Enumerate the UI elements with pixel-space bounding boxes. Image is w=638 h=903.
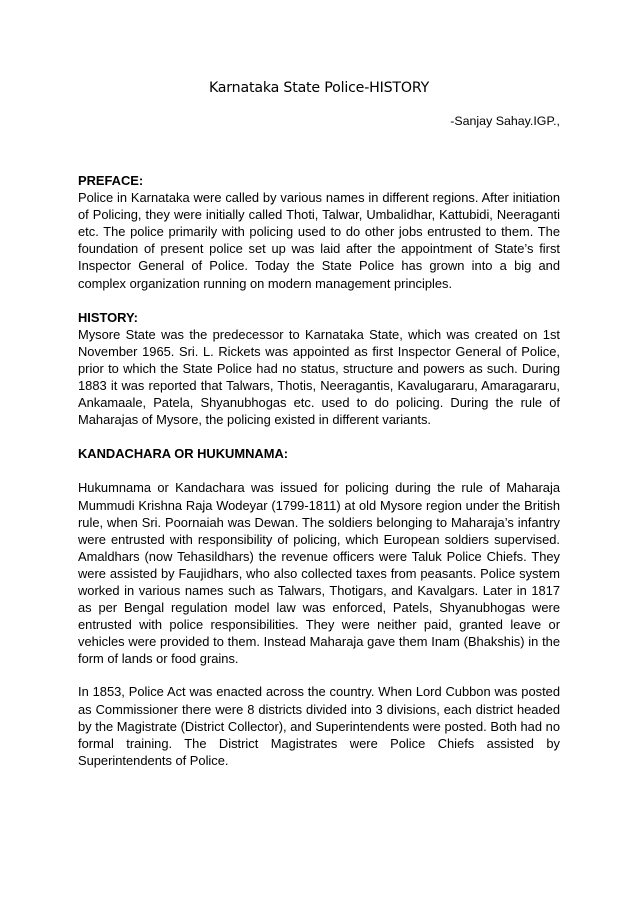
- author-line: -Sanjay Sahay.IGP.,: [450, 114, 560, 128]
- history-text: Mysore State was the predecessor to Karnataka State, which was created on 1st November 1965. Sri. L. Rickets was appointed as first Inspector General of Police, prior to which the State Police had no status, structure and powers as such. During 1883 it was reported that Talwars, Thotis, Neeragantis, Kavalugararu, Amaragararu, Ankamaale, Patela, Shyanubhogas etc. used to do policing. During the rule of Maharajas of Mysore, the policing existed in different variants.: [78, 326, 560, 428]
- preface-section: [78, 172, 560, 292]
- history-heading: HISTORY:: [78, 309, 138, 325]
- document-title: Karnataka State Police-HISTORY: [208, 80, 430, 96]
- history-section: [78, 309, 560, 429]
- preface-heading: PREFACE:: [78, 173, 144, 188]
- preface-text: Police in Karnataka were called by various names in different regions. After initiation of Policing, they were initially called Thoti, Talwar, Umbalidhar, Kattubidi, Neeraganti etc. The police primarily with policing used to do other jobs entrusted to them. The foundation of present police set up was laid after the appointment of State’s first Inspector General of Police. Today the State Police has grown into a big and complex organization running on modern management principles.: [78, 190, 560, 291]
- police-act-text: In 1853, Police Act was enacted across the country. When Lord Cubbon was posted as Commissioner there were 8 districts divided into 3 divisions, each district headed by the Magistrate (District Collector), and Superintendents were posted. Both had no formal training. The District Magistrates were Police Chiefs assisted by Superintendents of Police.: [78, 684, 560, 768]
- police-act-section: [78, 683, 560, 768]
- kandachara-section: [78, 445, 560, 667]
- document-body: [78, 172, 560, 769]
- kandachara-text: Hukumnama or Kandachara was issued for policing during the rule of Maharaja Mummudi Krishna Raja Wodeyar (1799-1811) at old Mysore region under the British rule, when Sri. Poornaiah was Dewan. The soldiers belonging to Maharaja’s infantry were entrusted with responsibility of policing, which European soldiers supervised. Amaldhars (now Tehasildhars) the revenue officers were Taluk Police Chiefs. They were assisted by Faujidhars, who also collected taxes from peasants. Police system worked in various names such as Talwars, Thotigars, and Kavalgars. Later in 1817 as per Bengal regulation model law was enforced, Patels, Shyanubhogas were entrusted with police responsibilities. They were neither paid, granted leave or vehicles were provided to them. Instead Maharaja gave them Inam (Bhakshis) in the form of lands or food grains.: [78, 480, 560, 667]
- kandachara-heading: KANDACHARA OR HUKUMNAMA:: [78, 446, 289, 462]
